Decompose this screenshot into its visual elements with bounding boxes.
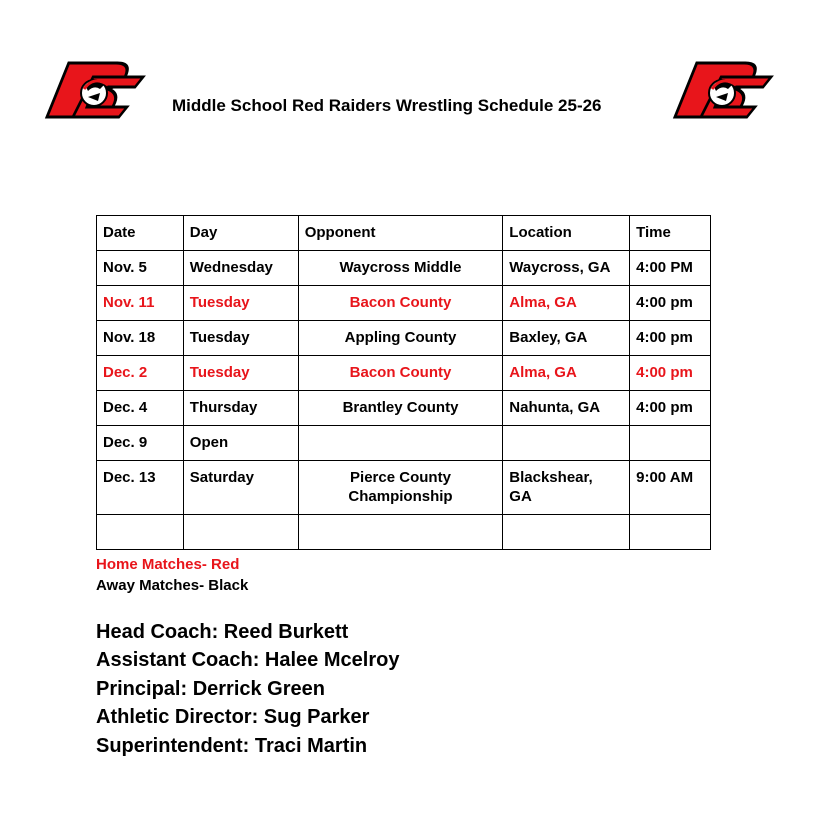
staff-principal: Principal: Derrick Green xyxy=(96,677,325,700)
staff-assistant-coach: Assistant Coach: Halee Mcelroy xyxy=(96,649,400,672)
table-header-row xyxy=(97,216,711,251)
cell-date: Nov. 5 xyxy=(97,251,184,286)
cell-time: 9:00 AM xyxy=(630,461,711,515)
header-time: Time xyxy=(630,216,711,251)
cell-location: Baxley, GA xyxy=(503,321,630,356)
table-row xyxy=(97,251,711,286)
legend-away: Away Matches- Black xyxy=(96,577,249,594)
cell-time: 4:00 pm xyxy=(630,321,711,356)
header-day: Day xyxy=(183,216,298,251)
cell-location xyxy=(503,515,630,550)
bc-logo-left xyxy=(32,55,172,135)
cell-day: Tuesday xyxy=(183,286,298,321)
cell-opponent: Waycross Middle xyxy=(298,251,503,286)
staff-athletic-director: Athletic Director: Sug Parker xyxy=(96,706,370,729)
cell-date xyxy=(97,515,184,550)
cell-opponent xyxy=(298,515,503,550)
cell-location: Alma, GA xyxy=(503,286,630,321)
table-row xyxy=(97,356,711,391)
cell-day xyxy=(183,515,298,550)
page-title: Middle School Red Raiders Wrestling Schedule 25-26 xyxy=(172,96,602,115)
cell-time xyxy=(630,515,711,550)
cell-date: Dec. 2 xyxy=(97,356,184,391)
table-row xyxy=(97,321,711,356)
staff-superintendent: Superintendent: Traci Martin xyxy=(96,734,368,757)
cell-day: Saturday xyxy=(183,461,298,515)
cell-opponent: Bacon County xyxy=(298,356,503,391)
table-row xyxy=(97,426,711,461)
cell-time: 4:00 pm xyxy=(630,286,711,321)
bc-logo-right xyxy=(660,55,800,135)
cell-date: Nov. 11 xyxy=(97,286,184,321)
cell-day: Tuesday xyxy=(183,321,298,356)
cell-date: Nov. 18 xyxy=(97,321,184,356)
header-opponent: Opponent xyxy=(298,216,503,251)
cell-opponent: Pierce County Championship xyxy=(298,461,503,515)
cell-day: Thursday xyxy=(183,391,298,426)
cell-location: Alma, GA xyxy=(503,356,630,391)
legend-home: Home Matches- Red xyxy=(96,556,240,573)
table-row xyxy=(97,515,711,550)
cell-location xyxy=(503,426,630,461)
schedule-table xyxy=(96,215,711,550)
cell-location: Waycross, GA xyxy=(503,251,630,286)
header-date: Date xyxy=(97,216,184,251)
staff-list xyxy=(96,618,399,760)
cell-day: Open xyxy=(183,426,298,461)
cell-date: Dec. 4 xyxy=(97,391,184,426)
header-location: Location xyxy=(503,216,630,251)
cell-opponent: Brantley County xyxy=(298,391,503,426)
cell-location: Nahunta, GA xyxy=(503,391,630,426)
cell-location: Blackshear, GA xyxy=(503,461,630,515)
cell-day: Tuesday xyxy=(183,356,298,391)
cell-opponent xyxy=(298,426,503,461)
cell-opponent: Appling County xyxy=(298,321,503,356)
cell-date: Dec. 9 xyxy=(97,426,184,461)
staff-head-coach: Head Coach: Reed Burkett xyxy=(96,621,349,643)
cell-day: Wednesday xyxy=(183,251,298,286)
cell-opponent: Bacon County xyxy=(298,286,503,321)
table-row xyxy=(97,461,711,515)
cell-time xyxy=(630,426,711,461)
cell-time: 4:00 PM xyxy=(630,251,711,286)
cell-time: 4:00 pm xyxy=(630,356,711,391)
cell-time: 4:00 pm xyxy=(630,391,711,426)
table-row xyxy=(97,391,711,426)
table-row xyxy=(97,286,711,321)
cell-date: Dec. 13 xyxy=(97,461,184,515)
